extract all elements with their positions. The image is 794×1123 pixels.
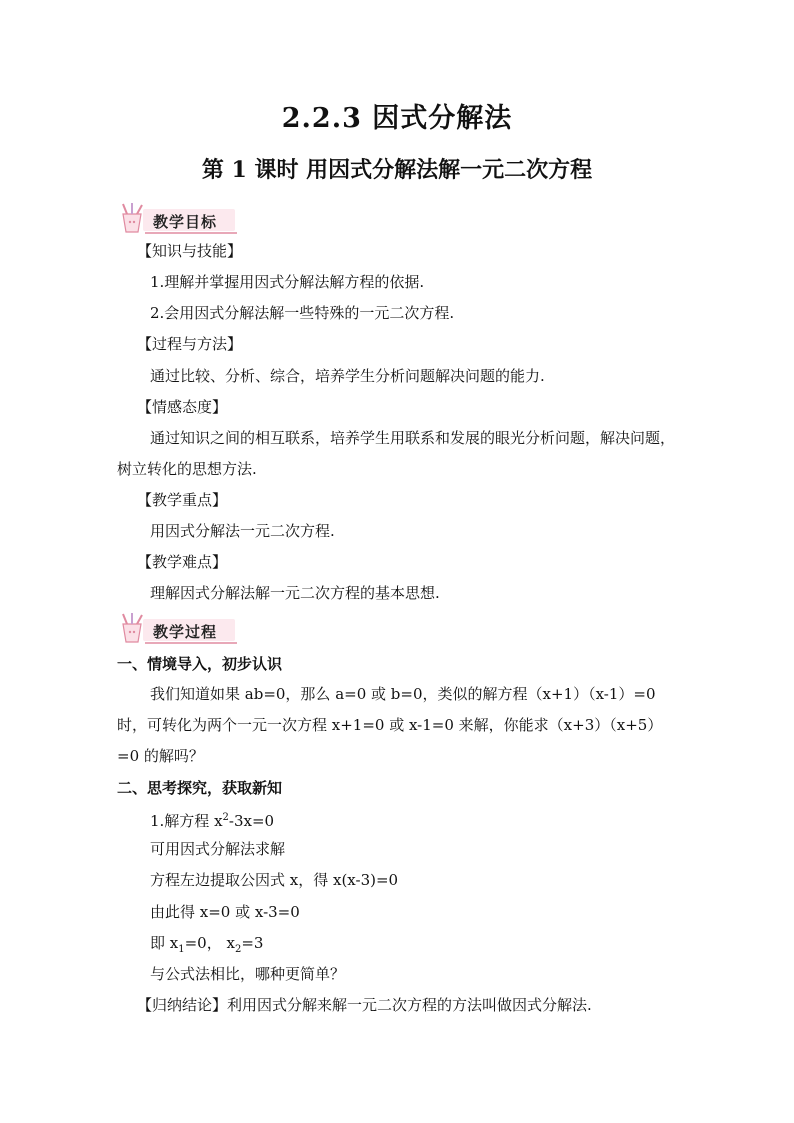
subscript: 1: [178, 944, 185, 955]
equation-prefix: 1.解方程 x: [150, 812, 223, 830]
equation-line: [150, 808, 274, 831]
conclusion-text: 【归纳结论】利用因式分解来解一元二次方程的方法叫做因式分解法.: [137, 996, 592, 1014]
process-text: 通过比较、分析、综合，培养学生分析问题解决问题的能力.: [150, 367, 545, 385]
solution-part: =0， x: [184, 934, 235, 952]
difficult-text: 理解因式分解法解一元二次方程的基本思想.: [150, 584, 440, 602]
key-heading: 【教学重点】: [137, 491, 228, 509]
process-heading: 【过程与方法】: [137, 335, 243, 353]
solution-part: =3: [241, 934, 264, 952]
knowledge-item-1: 1.理解并掌握用因式分解法解方程的依据.: [150, 273, 425, 291]
banner-label: 教学过程: [153, 623, 218, 641]
method-line: 可用因式分解法求解: [150, 840, 286, 858]
section-1-heading: 一、情境导入，初步认识: [117, 655, 283, 673]
lesson-subtitle: 第 1 课时 用因式分解法解一元二次方程: [201, 157, 593, 183]
emotion-text: 通过知识之间的相互联系，培养学生用联系和发展的眼光分析问题，解决问题，树立转化的思想方法.: [117, 429, 676, 478]
split-line: 由此得 x=0 或 x-3=0: [150, 903, 300, 921]
factor-line: 方程左边提取公因式 x，得 x(x-3)=0: [150, 871, 399, 889]
difficult-heading: 【教学难点】: [137, 553, 228, 571]
compare-question: 与公式法相比，哪种更简单？: [150, 965, 346, 983]
section-2-heading: 二、思考探究，获取新知: [117, 779, 283, 797]
equation-suffix: -3x=0: [228, 812, 275, 830]
emotion-heading: 【情感态度】: [137, 398, 228, 416]
process-banner: [117, 612, 239, 644]
page-title: 2.2.3 因式分解法: [281, 103, 513, 134]
knowledge-heading: 【知识与技能】: [137, 242, 243, 260]
banner-label: 教学目标: [153, 213, 218, 231]
solution-part: 即 x: [150, 934, 179, 952]
subscript: 2: [234, 944, 242, 955]
knowledge-item-2: 2.会用因式分解法解一些特殊的一元二次方程.: [150, 304, 455, 322]
key-text: 用因式分解法一元二次方程.: [150, 522, 335, 540]
section-1-text: 我们知道如果 ab=0，那么 a=0 或 b=0，类似的解方程（x+1）（x-1）=0 时，可转化为两个一元一次方程 x+1=0 或 x-1=0 来解，你能求（x+3）（x+5）=0 的解吗？: [117, 685, 663, 765]
goals-banner: [117, 202, 239, 234]
solution-line: [150, 933, 263, 960]
exponent: 2: [222, 812, 229, 823]
